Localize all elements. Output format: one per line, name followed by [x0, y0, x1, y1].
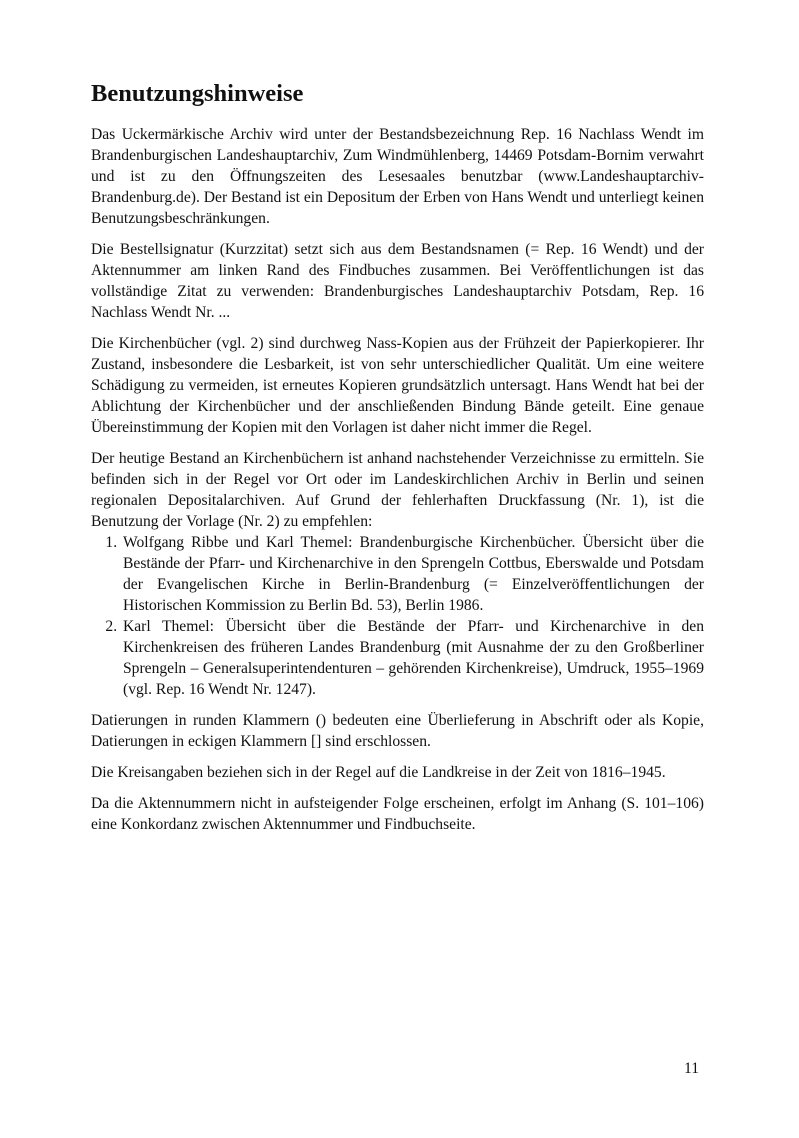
paragraph-concordance: Da die Aktennummern nicht in aufsteigender Folge erscheinen, erfolgt im Anhang (S. 101–106) eine Konkordanz zwischen Aktennummer und Findbuchseite. — [91, 795, 704, 833]
paragraph-archive-location: Das Uckermärkische Archiv wird unter der Bestandsbezeichnung Rep. 16 Nachlass Wendt im Brandenburgischen Landeshauptarchiv, Zum Windmühlenberg, 14469 Potsdam-Bornim verwahrt und ist zu den Öffnungszeiten des Lesesaales benutzbar (www.Landeshauptarchiv-Brandenburg.de). Der Bestand ist ein Depositum der Erben von Hans Wendt und unterliegt keinen Benutzungsbeschränkungen. — [91, 126, 704, 227]
page-title: Benutzungshinweise — [91, 80, 304, 107]
paragraph-districts: Die Kreisangaben beziehen sich in der Regel auf die Landkreise in der Zeit von 1816–1945. — [91, 764, 666, 781]
list-item: 1. Wolfgang Ribbe und Karl Themel: Brandenburgische Kirchenbücher. Übersicht über die Bestände der Pfarr- und Kirchenarchive in den Sprengeln Cottbus, Eberswalde und Potsdam der Evangelischen Kirche in Berlin-Brandenburg (= Einzelveröffentlichungen der Historischen Kommission zu Berlin Bd. 53), Berlin 1986. — [121, 532, 704, 616]
paragraph-current-holdings: Der heutige Bestand an Kirchenbüchern ist anhand nachstehender Verzeichnisse zu ermitteln. Sie befinden sich in der Regel vor Ort oder im Landeskirchlichen Archiv in Berlin und seinen regionalen Depositalarchiven. Auf Grund der fehlerhaften Druckfassung (Nr. 1), ist die Benutzung der Vorlage (Nr. 2) zu empfehlen: — [91, 450, 704, 530]
page-number: 11 — [684, 1060, 700, 1077]
list-item: 2. Karl Themel: Übersicht über die Bestände der Pfarr- und Kirchenarchive in den Kirchenkreisen des früheren Landes Brandenburg (mit Ausnahme der zu den Großberliner Sprengeln – Generalsuperintendenturen – gehörenden Kirchenkreise), Umdruck, 1955–1969 (vgl. Rep. 16 Wendt Nr. 1247). — [121, 616, 704, 700]
paragraph-citation: Die Bestellsignatur (Kurzzitat) setzt sich aus dem Bestandsnamen (= Rep. 16 Wendt) und der Aktennummer am linken Rand des Findbuches zusammen. Bei Veröffentlichungen ist das vollständige Zitat zu verwenden: Brandenburgisches Landeshauptarchiv Potsdam, Rep. 16 Nachlass Wendt Nr. ... — [91, 241, 704, 321]
paragraph-church-books: Die Kirchenbücher (vgl. 2) sind durchweg Nass-Kopien aus der Frühzeit der Papierkopierer. Ihr Zustand, insbesondere die Lesbarkeit, ist von sehr unterschiedlicher Qualität. Um eine weitere Schädigung zu vermeiden, ist erneutes Kopieren grundsätzlich untersagt. Hans Wendt hat bei der Ablichtung der Kirchenbücher und der anschließenden Bindung Bände geteilt. Eine genaue Übereinstimmung der Kopien mit den Vorlagen ist daher nicht immer die Regel. — [91, 335, 704, 436]
reference-list — [91, 532, 704, 700]
paragraph-dating: Datierungen in runden Klammern () bedeuten eine Überlieferung in Abschrift oder als Kopie, Datierungen in eckigen Klammern [] sind erschlossen. — [91, 712, 704, 750]
document-body — [91, 124, 704, 845]
